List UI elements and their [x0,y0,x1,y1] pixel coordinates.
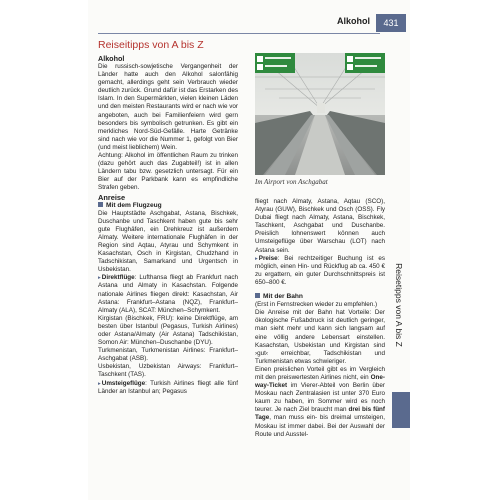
triangle-bullet-icon: ▸ [255,255,258,262]
chapter-side-label: Reisetipps von A bis Z [394,263,404,347]
bahn-paragraph-2: Die Anreise mit der Bahn hat Vorteile: Der ökologische Fußabdruck ist deutlich geringer, man sieht mehr und kann sich langsam auf eine völlig andere Lebensart einstellen. Kasachstan, Usbekistan und Kirgistan sind ›gut‹ erreichbar, Tadschikistan und Turkmenistan etwas schwieriger. [255,309,385,365]
triangle-bullet-icon: ▸ [98,380,101,387]
square-bullet-icon [255,293,260,298]
triangle-bullet-icon: ▸ [98,275,101,282]
left-column [98,54,238,396]
flugzeug-paragraph-1: Die Hauptstädte Aschgabat, Astana, Bischkek, Duschanbe und Taschkent haben gute bis sehr gute Flughäfen, ein Drehkreuz ist außerdem Almaty. Weitere internationale Flughäfen in der Region sind Aqtau, Atyrau und Schymkent in Kasachstan, Osch in Kirgistan, Chudzhand in Tadschikistan, Samarkand und Urgentsch in Usbekistan. [98,209,238,274]
running-section-title: Alkohol [337,16,370,26]
kirgistan-paragraph: Kirgistan (Bischkek, FRU): keine Direktflüge, am besten über Istanbul (Pegasus, Turkish Airlines) oder Astana/Almaty (Air Astana) Tadschikistan, Somon Air: München–Duschanbe (DYU). [98,314,238,347]
turkmenistan-paragraph: Turkmenistan, Turkmenistan Airlines: Frankfurt–Aschgabat (ASB). [98,347,238,363]
usbekistan-paragraph: Usbekistan, Uzbekistan Airways: Frankfurt–Taschkent (TAS). [98,363,238,379]
direktfluege-paragraph: ▸Direktflüge: Lufthansa fliegt ab Frankfurt nach Astana und Almaty in Kasachstan. Folgende nationale Airlines fliegen direkt: Kasachstan, Air Astana: Frankfurt–Astana (NQZ), Frankfurt–Almaty (ALA), SCAT: München–Schymkent. [98,274,238,314]
airport-photo [255,53,385,175]
page-header [88,14,410,32]
preise-paragraph: ▸Preise: Bei rechtzeitiger Buchung ist es möglich, einen Hin- und Rückflug ab ca. 450 € zu ergattern, ein guter Durchschnittspreis ist 650–800 €. [255,254,385,286]
chapter-thumb-tab [392,392,410,428]
right-paragraph-1: fliegt nach Almaty, Astana, Aqtau (SCO), Atyrau (GUW), Bischkek und Osch (OSS). Fly Dubai fliegt nach Almaty, Astana, Bischkek, Taschkent, Aschgabat und Duschanbe. Preislich lohnenswert können auch Umsteigeflüge über Warschau (LOT) nach Astana sein. [255,198,385,254]
photo-caption: Im Airport von Aschgabat [255,178,328,186]
heading-bahn: Mit der Bahn [255,293,385,301]
airport-interior-image [255,53,385,175]
bahn-paragraph-3: Einen preislichen Vorteil gibt es im Vergleich mit den preiswertesten Airlines nicht, ein One-way-Ticket im Vierer-Abteil von Berlin über Moskau nach Zentralasien ist unter 370 Euro kaum zu haben, im Sommer wird es noch teurer. Je nach Ziel braucht man drei bis fünf Tage, man muss ein- bis dreimal umsteigen, Moskau ist immer dabei. Bei der Auswahl der Route und Ausstel- [255,365,385,438]
heading-alkohol: Alkohol [98,54,125,63]
square-bullet-icon [98,202,103,207]
heading-flugzeug: Mit dem Flugzeug [98,202,238,210]
heading-anreise: Anreise [98,192,126,202]
alkohol-paragraph-1: Die russisch-sowjetische Vergangenheit der Länder hatte auch den Alkohol salonfähig gemacht, allerdings geht sein Verbrauch wieder deutlich zurück. Grund dafür ist das Erstarken des Islam. In den Supermärkten, vielen kleinen Läden und den meisten Restaurants wird er nach wie vor angeboten, auch bei Familienfeiern wird gern besonders bis symbolisch getrunken. Es gibt ein merkliches Nord-Süd-Gefälle. Harte Getränke sind nach wie vor die Nummer 1, gefolgt von Bier (und meist lieblichem) Wein. [98,63,239,151]
alkohol-paragraph-2: Achtung: Alkohol im öffentlichen Raum zu trinken (dazu gehört auch das Zugabteil!) ist in allen Ländern tabu bzw. gesetzlich untersagt. Für ein Bier auf der Parkbank kann es empfindliche Strafen geben. [98,152,238,192]
umsteigefluege-paragraph: ▸Umsteigeflüge: Turkish Airlines fliegt alle fünf Länder an Istanbul an; Pegasus [98,379,238,395]
page-number: 431 [376,14,406,32]
chapter-title: Reiseitipps von A bis Z [98,39,204,51]
bahn-paragraph-1: (Erst in Fernstrecken wieder zu empfehlen.) [255,301,378,309]
right-column [255,198,385,439]
book-page [88,0,410,500]
header-divider [98,33,380,34]
